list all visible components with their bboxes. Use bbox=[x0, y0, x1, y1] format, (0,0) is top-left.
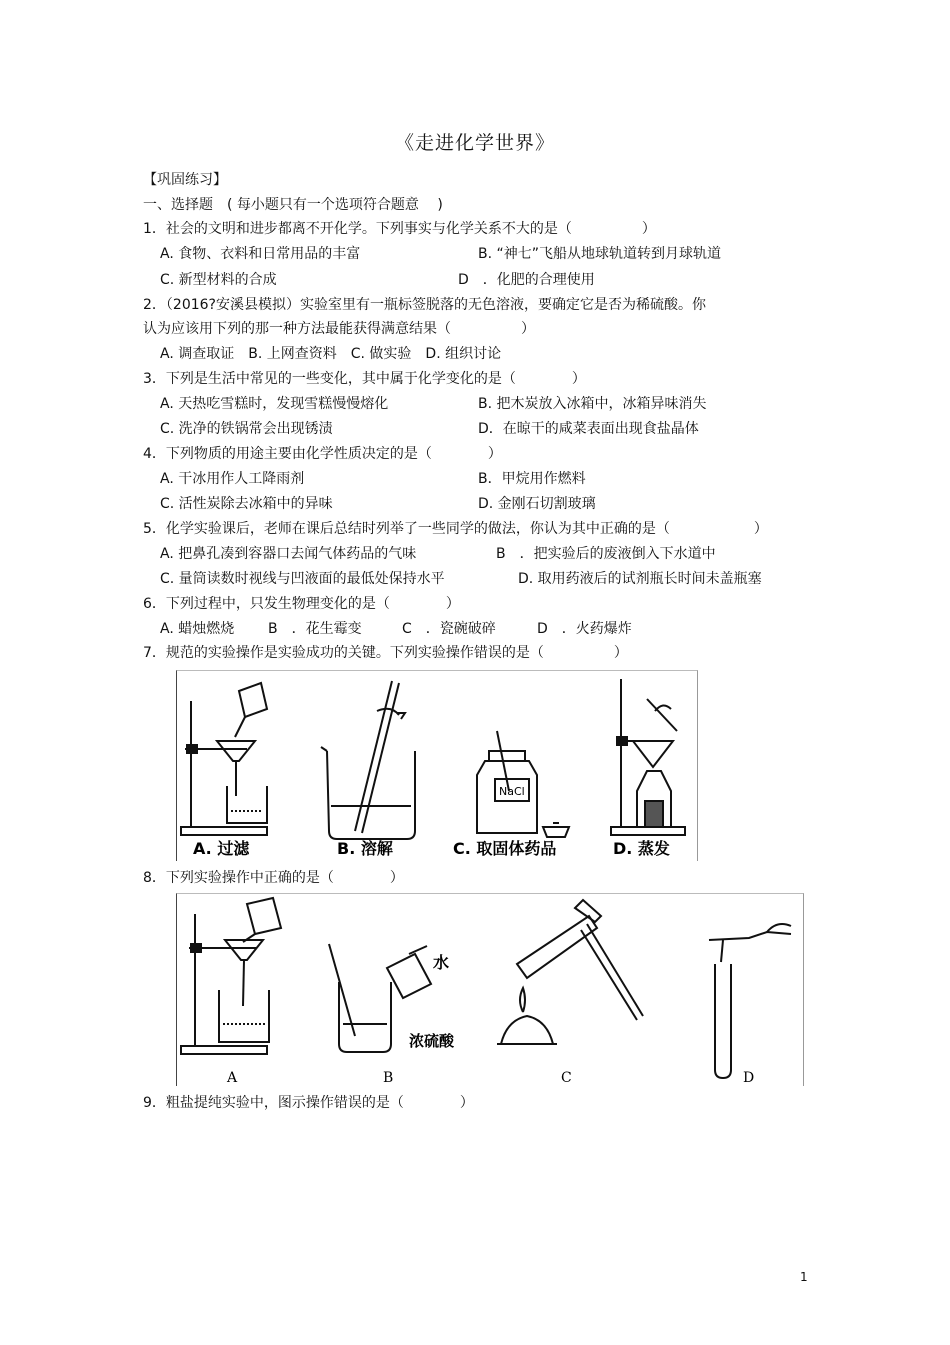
question-8-figure-svg bbox=[177, 894, 803, 1086]
question-4-option-a: A. 干冰用作人工降雨剂 bbox=[160, 471, 305, 487]
question-4-option-d: D. 金刚石切割玻璃 bbox=[478, 496, 596, 512]
question-7-figure-svg bbox=[177, 671, 697, 861]
question-5-option-a: A. 把鼻孔凑到容器口去闻气体药品的气味 bbox=[160, 546, 417, 562]
question-3-stem: 3．下列是生活中常见的一些变化，其中属于化学变化的是（ ） bbox=[143, 371, 586, 387]
part-heading: 一、选择题 ( 每小题只有一个选项符合题意 ) bbox=[143, 197, 443, 213]
question-2-stem-cont: 认为应该用下列的那一种方法最能获得满意结果（ ） bbox=[143, 321, 535, 337]
question-5-option-d: D. 取用药液后的试剂瓶长时间未盖瓶塞 bbox=[518, 571, 762, 587]
question-5-option-c: C. 量筒读数时视线与凹液面的最低处保持水平 bbox=[160, 571, 445, 587]
question-1-stem: 1．社会的文明和进步都离不开化学。下列事实与化学关系不大的是（ ） bbox=[143, 221, 656, 237]
question-2-stem: 2．（2016?安溪县模拟）实验室里有一瓶标签脱落的无色溶液，要确定它是否为稀硫酸。你 bbox=[143, 297, 706, 313]
question-8-label-d: D bbox=[743, 1070, 755, 1086]
question-7-label-a: A. 过滤 bbox=[193, 839, 250, 858]
question-3-option-d: D．在晾干的咸菜表面出现食盐晶体 bbox=[478, 421, 699, 437]
question-6-option-b: B ．花生霉变 bbox=[268, 621, 362, 637]
question-6-option-c: C ．瓷碗破碎 bbox=[402, 621, 496, 637]
question-7-bottle-label: NaCl bbox=[499, 785, 525, 798]
question-8-acid-label: 浓硫酸 bbox=[409, 1032, 455, 1050]
question-9-stem: 9．粗盐提纯实验中，图示操作错误的是（ ） bbox=[143, 1095, 474, 1111]
question-7-figure bbox=[176, 670, 698, 861]
question-4-stem: 4．下列物质的用途主要由化学性质决定的是（ ） bbox=[143, 446, 502, 462]
question-7-label-d: D. 蒸发 bbox=[613, 839, 670, 858]
question-6-option-a: A. 蜡烛燃烧 bbox=[160, 621, 235, 637]
section-heading: 【巩固练习】 bbox=[143, 172, 227, 188]
question-2-options: A. 调查取证 B. 上网查资料 C. 做实验 D. 组织讨论 bbox=[160, 346, 502, 362]
page-number: 1 bbox=[800, 1270, 808, 1284]
question-8-water-label: 水 bbox=[433, 953, 450, 972]
question-4-option-b: B．甲烷用作燃料 bbox=[478, 471, 586, 487]
question-6-option-d: D ．火药爆炸 bbox=[537, 621, 632, 637]
question-8-figure bbox=[176, 893, 804, 1086]
question-8-label-b: B bbox=[383, 1070, 394, 1086]
question-8-stem: 8．下列实验操作中正确的是（ ） bbox=[143, 870, 404, 886]
question-8-label-c: C bbox=[561, 1070, 572, 1086]
question-3-option-c: C. 洗净的铁锅常会出现锈渍 bbox=[160, 421, 333, 437]
page-title: 《走进化学世界》 bbox=[394, 132, 555, 154]
question-5-option-b: B ．把实验后的废液倒入下水道中 bbox=[496, 546, 716, 562]
question-1-option-b: B. “神七”飞船从地球轨道转到月球轨道 bbox=[478, 246, 722, 262]
question-1-option-c: C. 新型材料的合成 bbox=[160, 272, 277, 288]
question-7-label-c: C. 取固体药品 bbox=[453, 839, 557, 858]
question-1-option-d: D ．化肥的合理使用 bbox=[458, 272, 595, 288]
question-7-stem: 7．规范的实验操作是实验成功的关键。下列实验操作错误的是（ ） bbox=[143, 645, 628, 661]
question-5-stem: 5．化学实验课后，老师在课后总结时列举了一些同学的做法，你认为其中正确的是（ ） bbox=[143, 521, 768, 537]
question-7-label-b: B. 溶解 bbox=[337, 839, 393, 858]
question-8-label-a: A bbox=[227, 1070, 238, 1086]
question-1-option-a: A. 食物、衣料和日常用品的丰富 bbox=[160, 246, 361, 262]
question-3-option-b: B. 把木炭放入冰箱中，冰箱异味消失 bbox=[478, 396, 707, 412]
question-6-stem: 6．下列过程中，只发生物理变化的是（ ） bbox=[143, 596, 460, 612]
question-4-option-c: C. 活性炭除去冰箱中的异味 bbox=[160, 496, 333, 512]
question-3-option-a: A. 天热吃雪糕时，发现雪糕慢慢熔化 bbox=[160, 396, 389, 412]
